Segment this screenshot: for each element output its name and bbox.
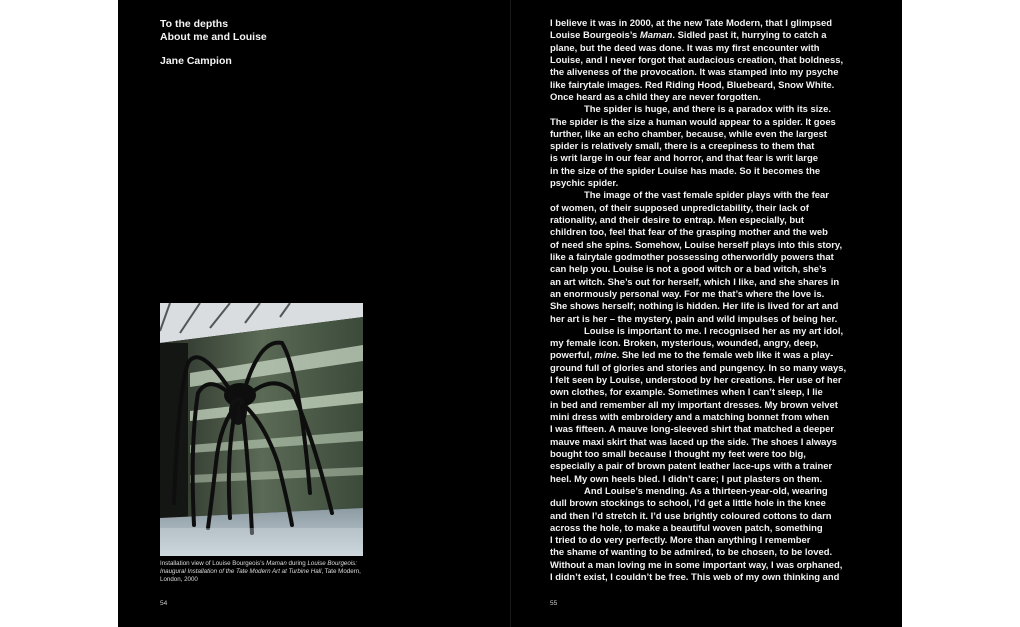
body-line: an enormously personal way. For me that’s where the love is. xyxy=(550,288,825,300)
body-line: I believe it was in 2000, at the new Tate Modern, that I glimpsed xyxy=(550,18,832,29)
body-line: spider is relatively small, there is a creepiness to them that xyxy=(550,141,815,153)
body-line: And Louise’s mending. As a thirteen-year-old, wearing xyxy=(584,485,828,497)
body-line: Once heard as a child they are never forgotten. xyxy=(550,91,761,103)
body-line: The spider is huge, and there is a paradox with its size. xyxy=(584,104,832,116)
body-line: of need she spins. Somehow, Louise herself plays into this story, xyxy=(550,239,843,251)
body-line: I tried to do very perfectly. More than anything I remember xyxy=(550,535,811,547)
body-line: I felt seen by Louise, understood by her creations. Her use of her xyxy=(550,375,842,387)
body-line: dull brown stockings to school, I’d get a little hole in the knee xyxy=(550,498,826,510)
body-line: I was fifteen. A mauve long-sleeved shirt that matched a deeper xyxy=(550,424,835,436)
right-page xyxy=(511,0,902,627)
italic-word: mine xyxy=(594,350,617,362)
body-line: rationality, and their desire to entrap. Men especially, but xyxy=(550,215,804,226)
book-spread xyxy=(118,0,902,627)
body-line: especially a pair of brown patent leather lace-ups with a trainer xyxy=(550,461,833,473)
body-line: The spider is the size a human would appear to a spider. It goes xyxy=(550,116,836,128)
body-line: I didn’t exist, I couldn’t be free. This web of my own thinking and xyxy=(550,572,840,584)
caption-text-2: during xyxy=(286,560,308,567)
body-line: her art is her – the mystery, pain and wild impulses of being her. xyxy=(550,313,838,325)
body-line: She shows herself; nothing is hidden. Her life is lived for art and xyxy=(550,301,839,313)
caption-italic-1: Maman xyxy=(266,560,287,567)
body-line: in the size of the spider Louise has made. So it becomes the xyxy=(550,165,821,177)
body-line: Without a man loving me in some important way, I was orphaned, xyxy=(550,559,843,571)
body-line: Louise is important to me. I recognised her as my art idol, xyxy=(584,325,844,337)
body-line: my female icon. Broken, mysterious, wounded, angry, deep, xyxy=(550,338,819,350)
title-line-1: To the depths xyxy=(160,18,229,30)
caption-italic-2: Louise Bourgeois: Inaugural Installation of the Tate Modern Art at Turbine Hall xyxy=(160,560,357,576)
body-line: mauve maxi skirt that was laced up the side. The shoes I always xyxy=(550,436,837,448)
body-line: the shame of wanting to be admired, to be chosen, to be loved. xyxy=(550,547,833,559)
body-line: of women, of their supposed unpredictability, their lack of xyxy=(550,202,809,214)
body-line: is writ large in our fear and horror, and that fear is writ large xyxy=(550,153,818,165)
page-number-left: 54 xyxy=(160,600,168,607)
body-line: psychic spider. xyxy=(550,178,619,190)
body-line: plane, but the deed was done. It was my first encounter with xyxy=(550,42,820,54)
body-line: like fairytale images. Red Riding Hood, Bluebeard, Snow White. xyxy=(550,79,835,91)
body-line: the aliveness of the provocation. It was stamped into my psyche xyxy=(550,67,839,79)
photo-caption xyxy=(160,560,370,585)
italic-word: Maman xyxy=(639,30,673,42)
essay-title xyxy=(160,18,267,43)
essay-body-text xyxy=(550,18,870,584)
body-line: bought too small because I thought my feet were too big, xyxy=(550,448,806,460)
body-line: an art witch. She’s out for herself, which I like, and she shares in xyxy=(550,276,840,288)
body-line: can help you. Louise is not a good witch or a bad witch, she’s xyxy=(550,264,827,276)
body-line: across the hole, to make a beautiful woven patch, something xyxy=(550,522,823,534)
body-line: and then I’d stretch it. I’d use brightly coloured cottons to darn xyxy=(550,510,832,522)
body-line: heel. My own heels bled. I didn’t care; I put plasters on them. xyxy=(550,473,823,485)
left-page xyxy=(118,0,510,627)
body-line: like a fairytale godmother possessing otherworldly powers that xyxy=(550,251,834,263)
body-line: mini dress with embroidery and a matching bonnet from when xyxy=(550,412,829,423)
body-line: Louise Bourgeois’s Maman. Sidled past it, hurrying to catch a xyxy=(550,30,827,42)
body-line: Louise, and I never forgot that audacious creation, that boldness, xyxy=(550,54,844,66)
title-line-2: About me and Louise xyxy=(160,30,267,43)
caption-text-3: , Tate Modern, London, 2000 xyxy=(160,568,361,584)
body-line: The image of the vast female spider plays with the fear xyxy=(584,190,829,202)
body-line: in bed and remember all my important dresses. My brown velvet xyxy=(550,399,838,411)
page-number-right: 55 xyxy=(550,600,558,607)
installation-photo xyxy=(160,303,363,556)
body-line: further, like an echo chamber, because, while even the largest xyxy=(550,128,827,140)
body-line: ground full of glories and stories and pungency. In so many ways, xyxy=(550,362,847,374)
caption-text-1: Installation view of Louise Bourgeois’s xyxy=(160,560,267,567)
body-line: powerful, mine. She led me to the female web like it was a play- xyxy=(550,350,834,362)
author-name: Jane Campion xyxy=(160,55,232,67)
body-line: own clothes, for example. Sometimes when I can’t sleep, I lie xyxy=(550,387,823,399)
body-line: children too, feel that fear of the grasping mother and the web xyxy=(550,227,828,239)
